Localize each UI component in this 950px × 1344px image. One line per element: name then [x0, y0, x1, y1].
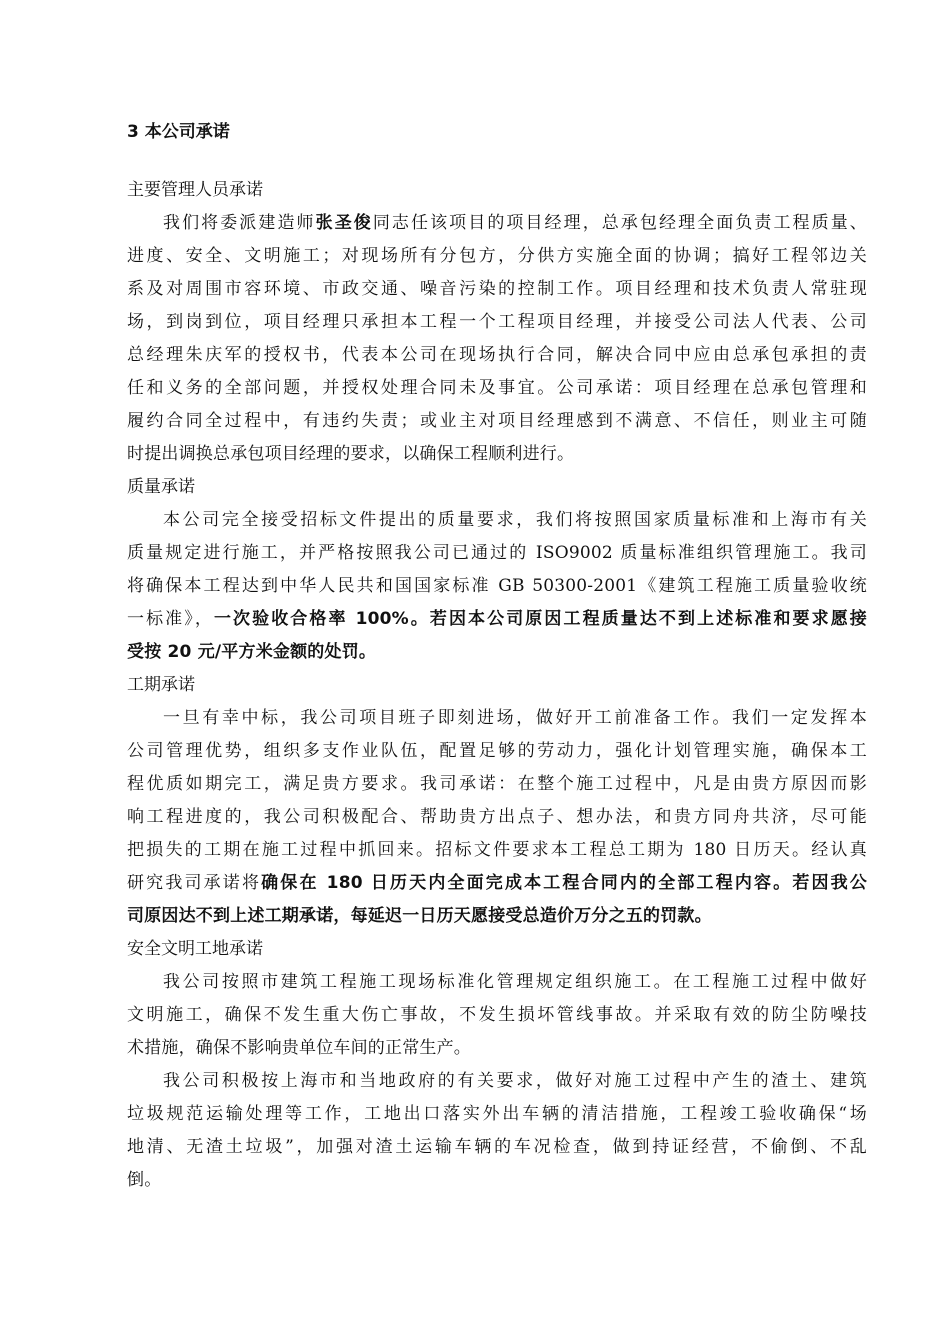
text-line [127, 306, 867, 339]
text-line [127, 372, 867, 405]
text-line [127, 735, 867, 768]
bold-text: 确保在 180 日历天内全面完成本工程合同内的全部工程内容。若因我公 [261, 873, 868, 893]
text-line [127, 834, 867, 867]
text-run: 研究我司承诺将 [127, 873, 262, 893]
text-run: 把损失的工期在施工过程中抓回来。招标文件要求本工程总工期为 180 日历天。经认真 [127, 840, 867, 860]
text-run: 质量规定进行施工，并严格按照我公司已通过的 ISO9002 质量标准组织管理施工。我司 [127, 543, 867, 563]
paragraph [127, 1065, 867, 1197]
text-run: 履约合同全过程中，有违约失责；或业主对项目经理感到不满意、不信任，则业主可随 [127, 411, 867, 431]
text-line [127, 273, 867, 306]
text-run: 一标准》， [127, 609, 214, 629]
text-run: 公司管理优势，组织多支作业队伍，配置足够的劳动力，强化计划管理实施，确保本工 [127, 741, 867, 761]
text-line [127, 1098, 867, 1131]
text-line [127, 438, 867, 471]
text-line [127, 537, 867, 570]
text-run: 任和义务的全部问题，并授权处理合同未及事宜。公司承诺：项目经理在总承包管理和 [127, 378, 867, 398]
text-line [127, 1032, 867, 1065]
text-line [127, 207, 867, 240]
document-page [127, 114, 867, 1197]
text-run: 我公司按照市建筑工程施工现场标准化管理规定组织施工。在工程施工过程中做好 [163, 972, 867, 992]
text-run: 垃圾规范运输处理等工作，工地出口落实外出车辆的清洁措施，工程竣工验收确保“场 [127, 1104, 867, 1124]
subsection-heading: 安全文明工地承诺 [127, 939, 263, 959]
bold-text: 司原因达不到上述工期承诺，每延迟一日历天愿接受总造价万分之五的罚款。 [127, 906, 712, 926]
text-line [127, 1131, 867, 1164]
text-run: 我公司积极按上海市和当地政府的有关要求，做好对施工过程中产生的渣土、建筑 [163, 1071, 867, 1091]
text-run: 时提出调换总承包项目经理的要求，以确保工程顺利进行。 [127, 444, 575, 464]
text-run: 同志任该项目的项目经理，总承包经理全面负责工程质量、 [372, 213, 867, 233]
text-run: 将确保本工程达到中华人民共和国国家标准 GB 50300-2001《建筑工程施工质量验收统 [127, 576, 867, 596]
text-run: 我们将委派建造师 [163, 213, 316, 233]
document-body [127, 174, 867, 1197]
text-line [127, 1065, 867, 1098]
text-line [127, 801, 867, 834]
bold-text: 张圣俊 [315, 213, 373, 233]
subsection-heading: 工期承诺 [127, 675, 195, 695]
text-line [127, 1164, 867, 1197]
text-line [127, 636, 867, 669]
text-run: 本公司完全接受招标文件提出的质量要求，我们将按照国家质量标准和上海市有关 [163, 510, 867, 530]
text-run: 程优质如期完工，满足贵方要求。我司承诺：在整个施工过程中，凡是由贵方原因而影 [127, 774, 867, 794]
text-run: 一旦有幸中标，我公司项目班子即刻进场，做好开工前准备工作。我们一定发挥本 [163, 708, 867, 728]
paragraph [127, 702, 867, 933]
text-line [127, 900, 867, 933]
text-run: 文明施工，确保不发生重大伤亡事故，不发生损坏管线事故。并采取有效的防尘防噪技 [127, 1005, 867, 1025]
section-title: 3 本公司承诺 [127, 122, 230, 142]
text-run: 系及对周围市容环境、市政交通、噪音污染的控制工作。项目经理和技术负责人常驻现 [127, 279, 867, 299]
text-run: 场，到岗到位，项目经理只承担本工程一个工程项目经理，并接受公司法人代表、公司 [127, 312, 867, 332]
text-line [127, 570, 867, 603]
text-run: 总经理朱庆军的授权书，代表本公司在现场执行合同，解决合同中应由总承包承担的责 [127, 345, 867, 365]
text-line [127, 405, 867, 438]
text-line [127, 240, 867, 273]
text-line [127, 867, 867, 900]
paragraph [127, 504, 867, 669]
subsection-heading: 主要管理人员承诺 [127, 180, 263, 200]
text-line [127, 966, 867, 999]
text-line [127, 999, 867, 1032]
paragraph [127, 207, 867, 471]
bold-text: 受按 20 元/平方米金额的处罚。 [127, 642, 377, 662]
text-line [127, 768, 867, 801]
text-run: 地清、无渣土垃圾”，加强对渣土运输车辆的车况检查，做到持证经营，不偷倒、不乱 [127, 1137, 867, 1157]
text-run: 术措施，确保不影响贵单位车间的正常生产。 [127, 1038, 471, 1058]
subsection-heading: 质量承诺 [127, 477, 195, 497]
text-run: 响工程进度的，我公司积极配合、帮助贵方出点子、想办法，和贵方同舟共济，尽可能 [127, 807, 867, 827]
bold-text: 一次验收合格率 100%。若因本公司原因工程质量达不到上述标准和要求愿接 [213, 609, 868, 629]
text-line [127, 504, 867, 537]
text-line [127, 702, 867, 735]
text-run: 进度、安全、文明施工；对现场所有分包方，分供方实施全面的协调；搞好工程邻边关 [127, 246, 867, 266]
text-line [127, 603, 867, 636]
text-line [127, 339, 867, 372]
text-run: 倒。 [127, 1170, 162, 1190]
paragraph [127, 966, 867, 1065]
